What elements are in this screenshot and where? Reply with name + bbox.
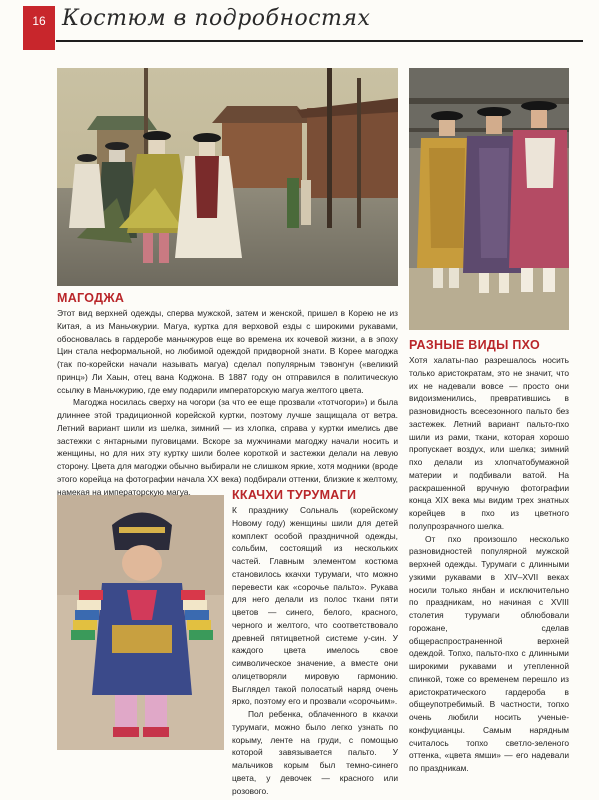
three-nobles-photo: [409, 68, 569, 330]
photo-three-nobles-icon: [409, 68, 569, 330]
magoja-paragraph-1: Этот вид верхней одежды, сперва мужской, затем и женской, пришел в Корею не из Китая, а из Маньчжурии. Магуа, куртка для верховой езды с широкими рукавами, обосновалась в гардеробе маньчжуров еще во времена их кочевой жизни, а в эпоху Цин стала неформальной, но любимой одеждой придворной знати. В Корее магоджа (так по-корейски начали называть магуа) сделал популярным тэвонгун («великий принц») Ли Хаын, отец вана Коджона. В 1887 году он отправился в политическую ссылку в Маньчжурию, где ему подарили императорскую магуа желтого цвета.: [57, 308, 398, 395]
street-scene-photo: [57, 68, 398, 286]
magoja-paragraph-2: Магоджа носилась сверху на чогори (за что ее еще прозвали «тотчогори») и была длиннее этой традиционной корейской куртки, поэтому лучше защищала от ветра. Летний вариант шили из шелка, зимний — из хлопка, справа у куртки имелись две застежки с янтарными пуговицами. Вскоре за мужчинами магоджу начали носить и женщины, но для них эту куртку шили более короткой и застежки делали на левую сторону. Цвета для магоджи обычно выбирали не слишком яркие, хотя модники (вроде этого корейца на фотографии начала XX века) подбирали оттенки, близкие к желтому, намекая на императорскую магуа.: [57, 397, 398, 497]
pho-paragraph-1: Хотя халаты-пао разрешалось носить только аристократам, это не значит, что их не надевали вовсе — просто они видоизменились, превратившись в разновидность всесезонного пальто без застежек. Летний вариант пальто-пхо шили из рами, ткани, которая хорошо пропускает воздух, или шелка; зимний пхо делали из хлопчатобумажной материи и подбивали ватой. На раскрашенной вручную фотографии конца XIX века мы видим трех знатных корейцев в пхо из цветного полупрозрачного шелка.: [409, 355, 569, 531]
kkachi-heading: ККАЧХИ ТУРУМАГИ: [232, 488, 357, 502]
kkachi-paragraph-2: Пол ребенка, облаченного в ккачхи турумаги, можно было легко узнать по корыму, ленте на груди, с помощью которой завязывается пальто. У мальчиков корым был темно-синего цвета, у девочек — красного или розового.: [232, 709, 398, 796]
magoja-heading: МАГОДЖА: [57, 291, 125, 305]
header-divider: [56, 40, 583, 42]
pho-heading: РАЗНЫЕ ВИДЫ ПХО: [409, 338, 541, 352]
photo-street-scene-icon: [57, 68, 398, 286]
pho-paragraph-2: От пхо произошло несколько разновидностей популярной мужской верхней одежды. Турумаги с длинными узкими рукавами в XIV–XVII веках носили только янбан и исключительно по праздникам, но начиная с XVIII столетия турумаги облюбовали горожане, сделав общераспространенной верхней одеждой. Топхо, пальто-пхо с длинными широкими рукавами и утепленной спинкой, тоже со временем перешло из аристократического гардероба в общеупотребимый. В частности, топхо очень любили носить ученые-конфуцианцы. Самым нарядным считалось топхо светло-зеленого оттенка, «цвета ямши» — его надевали по праздникам.: [409, 533, 569, 773]
magoja-body: [57, 307, 398, 498]
running-header-title: Костюм в подробностях: [62, 6, 371, 31]
pho-body: [409, 354, 569, 775]
kkachi-body: [232, 504, 398, 797]
photo-child-kkachi-icon: [57, 495, 224, 750]
kkachi-paragraph-1: К празднику Сольналь (корейскому Новому году) женщины шили для детей комплект особой праздничной одежды, сольбим, состоящий из нескольких частей. Главным элементом костюма становилось ккачхи турумаги, что можно перевести как «сорочье пальто». Рукава для него делали из полос ткани пяти цветов — синего, белого, красного, черного и желтого, что соответствовало древней пятицветной системе у-син. У каждого цвета имелось свое символическое значение, а вместе они олицетворяли мировую гармонию. Выглядел такой полосатый наряд очень ярко, поэтому его и прозвали «сорочьим».: [232, 505, 398, 707]
page-number: 16: [23, 6, 55, 50]
child-photo: [57, 495, 224, 750]
